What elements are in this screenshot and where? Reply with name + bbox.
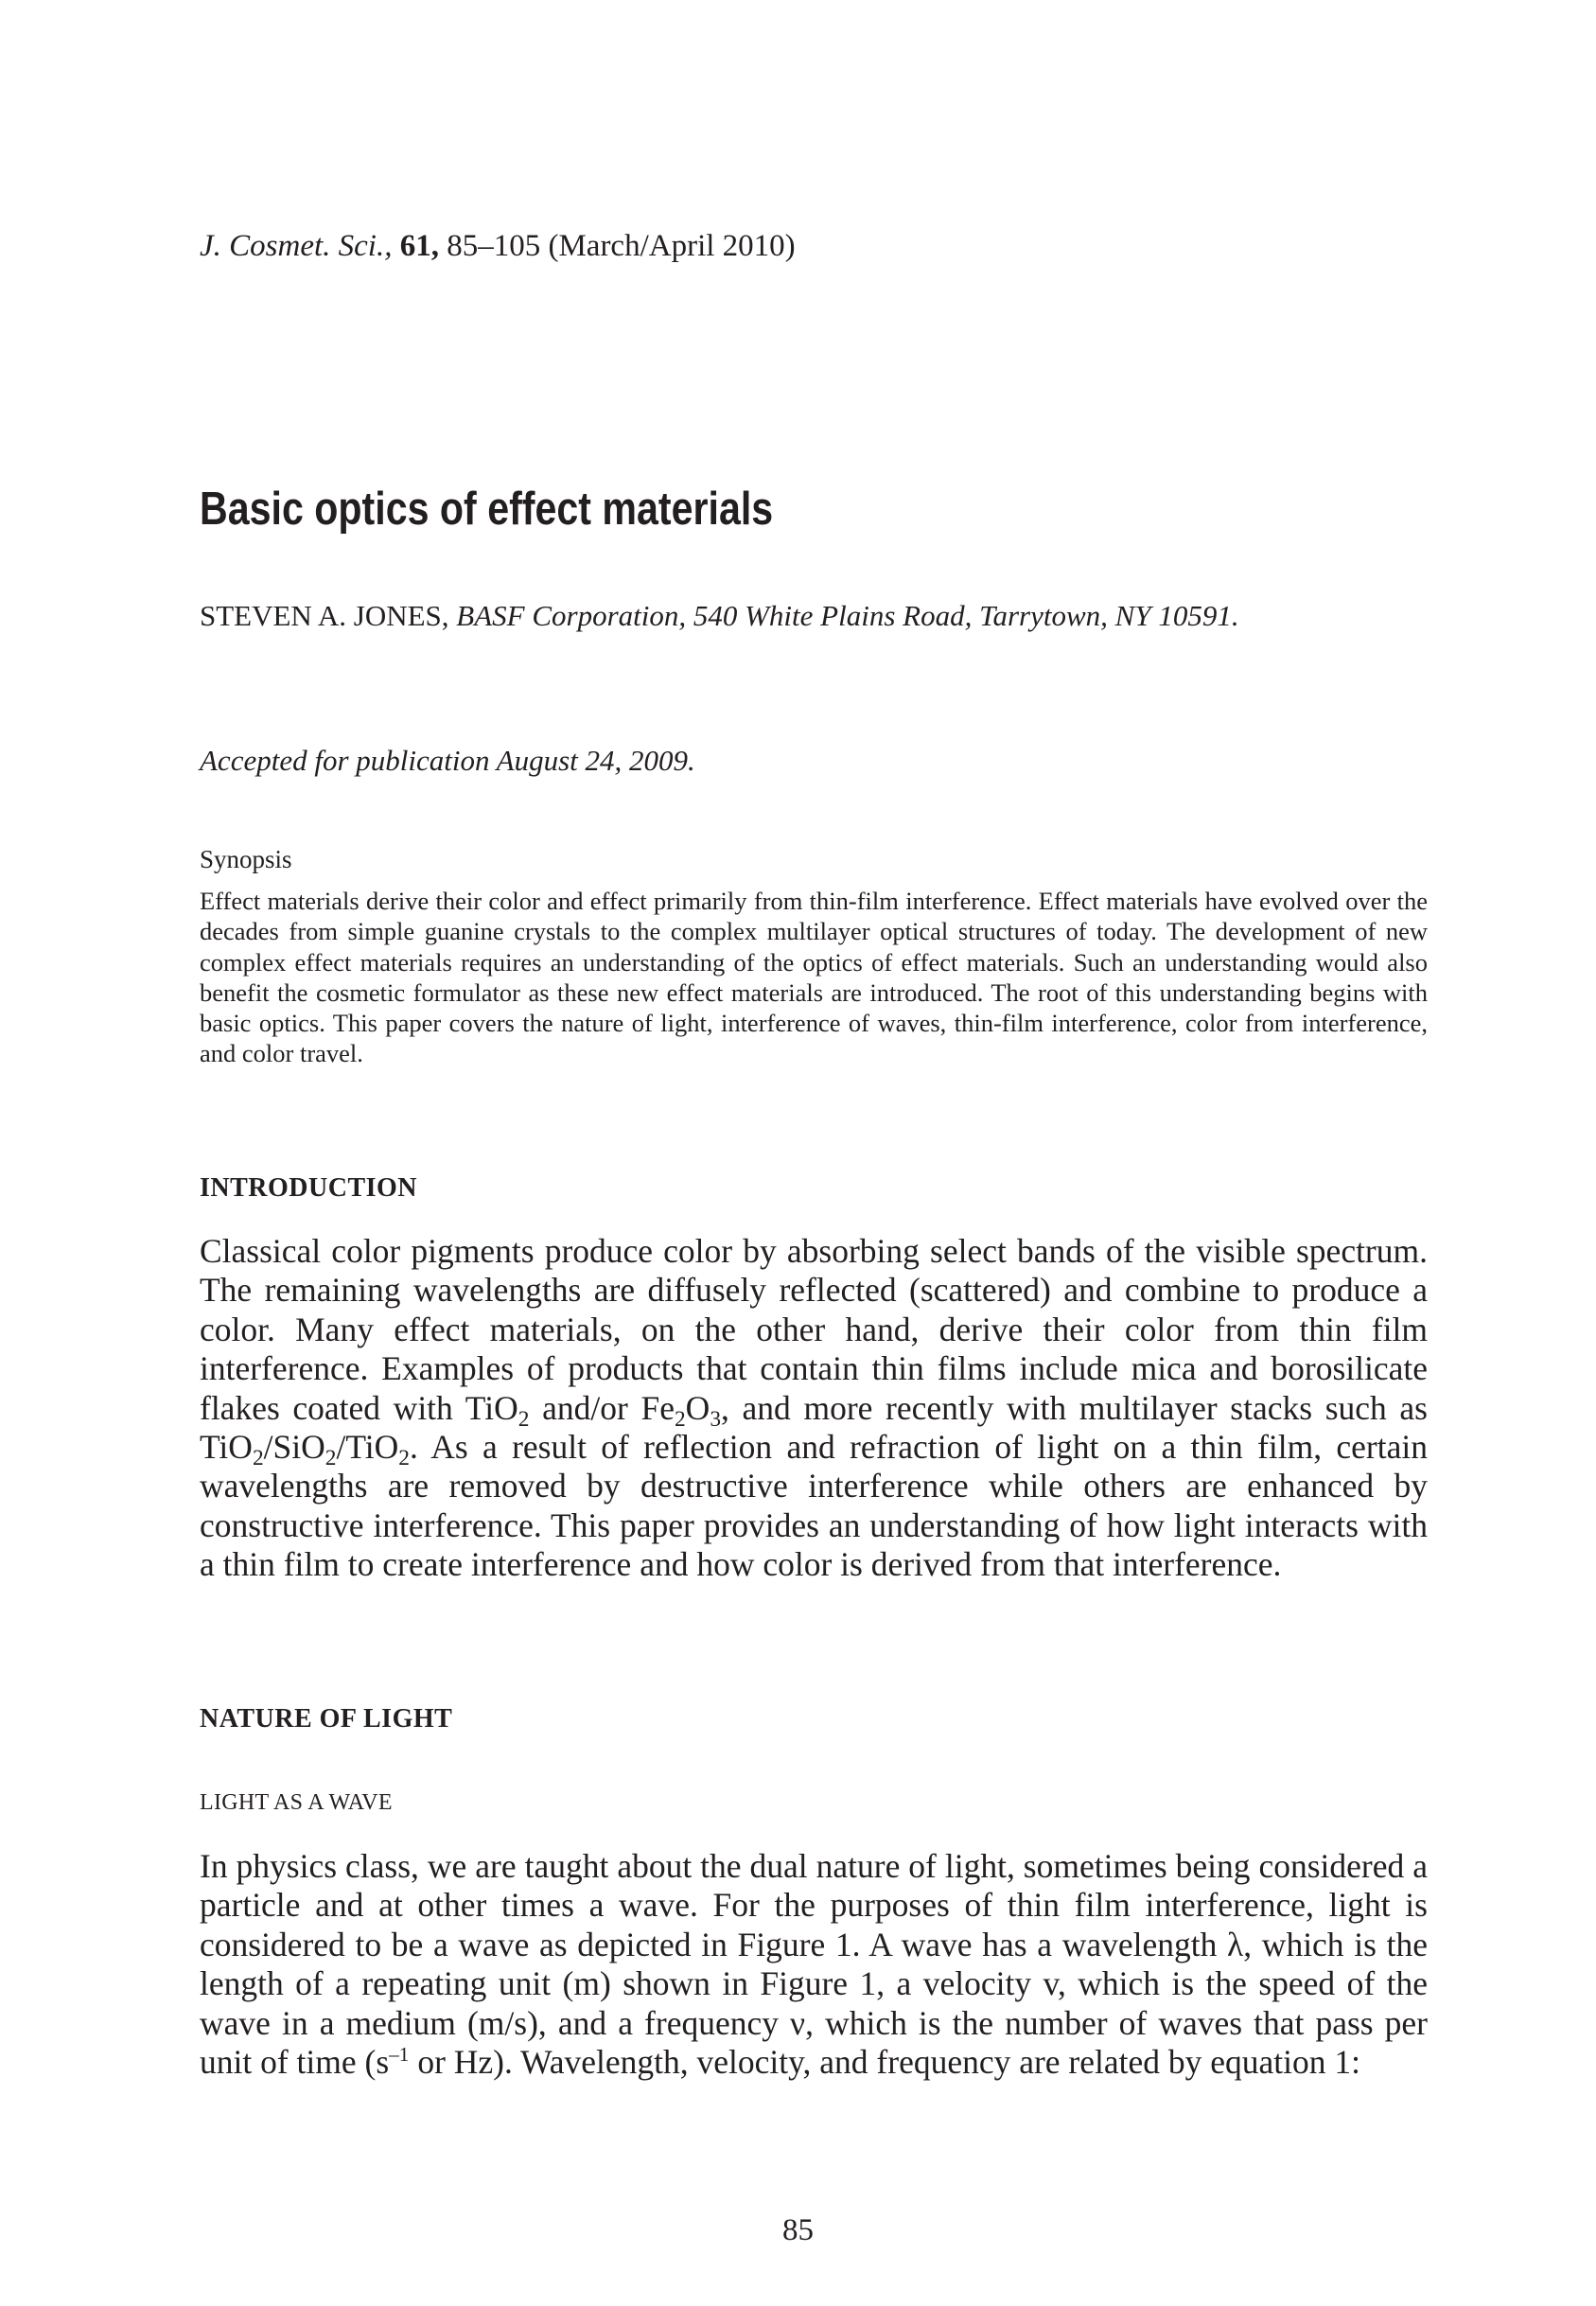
page-number: 85 xyxy=(782,2213,814,2247)
light-superscript: –1 xyxy=(389,2043,410,2067)
journal-pages-date: 85–105 (March/April 2010) xyxy=(447,229,796,263)
synopsis-heading: Synopsis xyxy=(200,845,292,873)
light-as-wave-paragraph xyxy=(200,1847,1428,2082)
journal-name: J. Cosmet. Sci., xyxy=(200,229,393,263)
intro-subscript: 2 xyxy=(324,1446,337,1471)
light-text-1: In physics class, we are taught about the dual nature of light, sometimes being considered a particle and at other times a wave. For the purposes of thin film interference, light is considered to be a wave as depicted in Figure 1. A wave has a wavelength λ, which is the length of a repeating unit (m) shown in Figure 1, a velocity v, which is the speed of the wave in a medium (m/s), and a frequency ν, which is the number of waves that pass per unit of time (s xyxy=(200,1847,1428,2082)
article-title: Basic optics of effect materials xyxy=(200,484,774,535)
synopsis-text: Effect materials derive their color and effect primarily from thin-film interference. Effect materials have evolved over the decades from simple guanine crystals to the complex multilayer optical structures of today. The development of new complex effect materials requires an understanding of the optics of effect materials. Such an understanding would also benefit the cosmetic formulator as these new effect materials are introduced. The root of this understanding begins with basic optics. This paper covers the nature of light, interference of waves, thin-film interference, color from interference, and color travel. xyxy=(200,887,1428,1068)
intro-subscript: 3 xyxy=(710,1406,722,1432)
intro-subscript: 2 xyxy=(674,1406,686,1432)
intro-subscript: 2 xyxy=(517,1406,530,1432)
accepted-date: Accepted for publication August 24, 2009. xyxy=(200,744,695,777)
author-affiliation: BASF Corporation, 540 White Plains Road, Tarrytown, NY 10591. xyxy=(456,599,1239,632)
intro-text-2: and/or Fe xyxy=(529,1388,675,1427)
intro-subscript: 2 xyxy=(252,1446,264,1471)
intro-subscript: 2 xyxy=(398,1446,411,1471)
author-name: STEVEN A. JONES, xyxy=(200,599,449,632)
journal-citation xyxy=(200,227,1428,265)
light-as-a-wave-heading: LIGHT AS A WAVE xyxy=(200,1790,393,1815)
intro-text-6: /TiO xyxy=(336,1428,399,1467)
journal-volume: 61, xyxy=(399,229,439,263)
nature-of-light-heading: NATURE OF LIGHT xyxy=(200,1704,453,1734)
introduction-heading: INTRODUCTION xyxy=(200,1173,418,1203)
intro-text-7: . As a result of reflection and refraction of light on a thin film, certain wavelengths are removed by destructive interference while others are enhanced by constructive interference. This paper provides an understanding of how light interacts with a thin film to create interference and how color is derived from that interference. xyxy=(200,1428,1428,1584)
intro-text-1: Classical color pigments produce color by absorbing select bands of the visible spectrum. The remaining wavelengths are diffusely reflected (scattered) and combine to produce a color. Many effect materials, on the other hand, derive their color from thin film interference. Examples of products that contain thin films include mica and borosilicate flakes coated with TiO xyxy=(200,1232,1428,1427)
intro-text-3: O xyxy=(685,1388,710,1427)
intro-text-5: /SiO xyxy=(263,1428,325,1467)
intro-text-4: , and more recently with multilayer stacks such as TiO xyxy=(200,1388,1428,1467)
introduction-paragraph xyxy=(200,1232,1428,1585)
light-text-2: or Hz). Wavelength, velocity, and frequency are related by equation 1: xyxy=(409,2043,1360,2082)
author-line xyxy=(200,597,1428,635)
